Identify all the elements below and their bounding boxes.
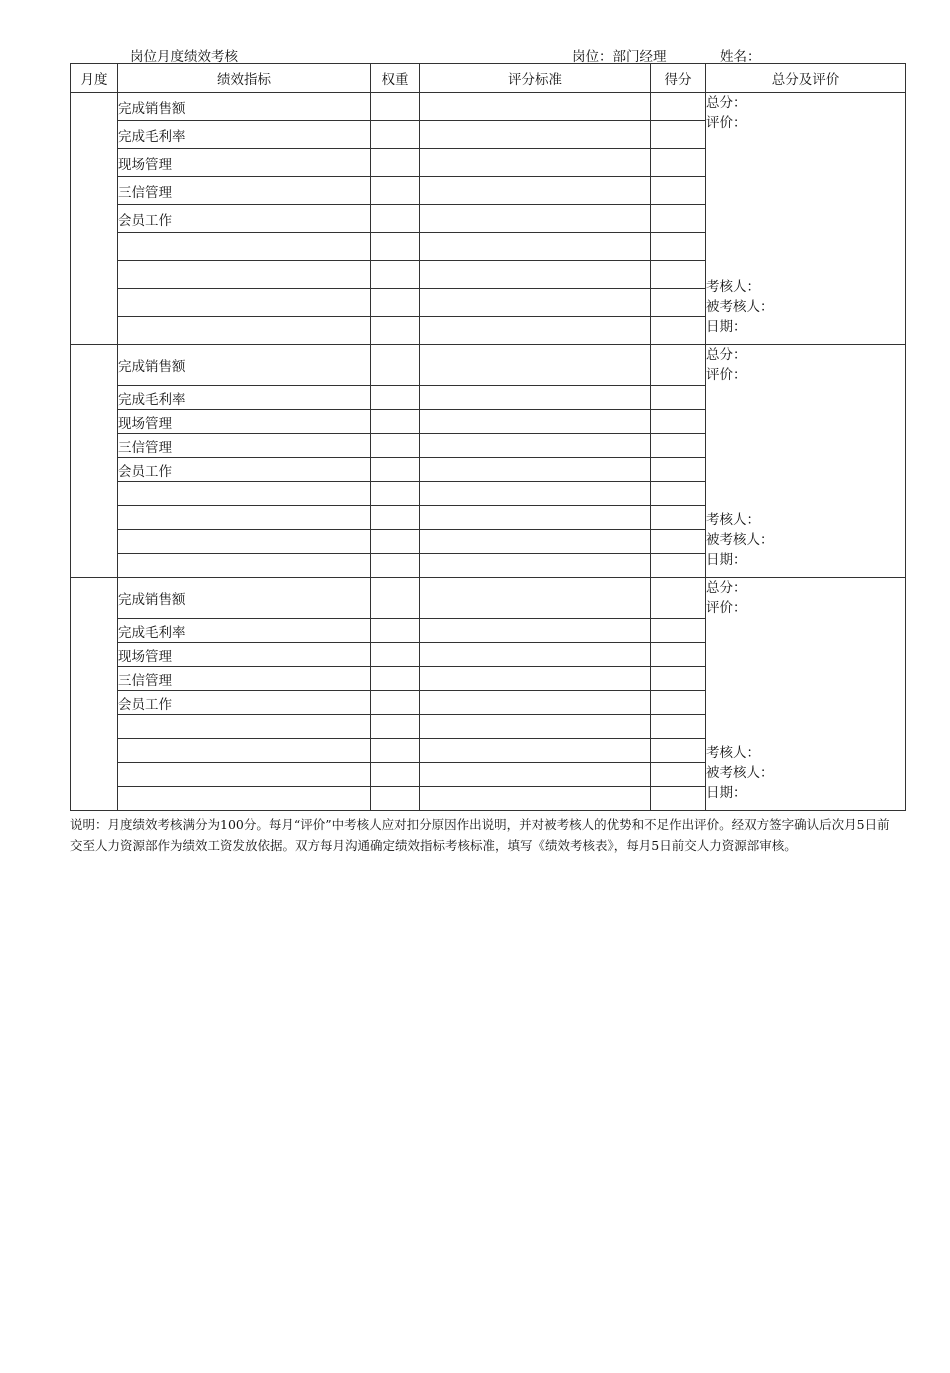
footnote: 说明：月度绩效考核满分为100分。每月“评价”中考核人应对扣分原因作出说明，并对被考核人的优势和不足作出评价。经双方签字确认后次月5日前交至人力资源部作为绩效工资发放依据。双方每月沟通确定绩效指标考核标准，填写《绩效考核表》，每月5日前交人力资源部审核。	[70, 817, 890, 853]
score-cell[interactable]	[651, 205, 706, 233]
indicator-cell[interactable]	[118, 506, 371, 530]
criteria-cell[interactable]	[420, 554, 651, 578]
criteria-cell[interactable]	[420, 763, 651, 787]
score-cell[interactable]	[651, 619, 706, 643]
total-score-label: 总分：	[706, 347, 747, 363]
score-cell[interactable]	[651, 386, 706, 410]
score-cell[interactable]	[651, 763, 706, 787]
indicator-cell[interactable]	[118, 482, 371, 506]
assessee-label: 被考核人：	[706, 299, 774, 315]
assessor-label: 考核人：	[706, 279, 760, 295]
criteria-cell[interactable]	[420, 93, 651, 121]
table-row	[71, 345, 906, 386]
score-cell[interactable]	[651, 506, 706, 530]
score-cell[interactable]	[651, 317, 706, 345]
score-cell[interactable]	[651, 691, 706, 715]
form-title: 岗位月度绩效考核	[130, 49, 238, 65]
indicator-cell[interactable]: 现场管理	[118, 410, 371, 434]
score-cell[interactable]	[651, 578, 706, 619]
weight-cell[interactable]	[371, 233, 420, 261]
assessor-label: 考核人：	[706, 745, 760, 761]
weight-cell[interactable]	[371, 205, 420, 233]
weight-cell[interactable]	[371, 317, 420, 345]
evaluation-label: 评价：	[706, 115, 747, 131]
col-month-header: 月度	[71, 64, 118, 93]
score-cell[interactable]	[651, 554, 706, 578]
weight-cell[interactable]	[371, 787, 420, 811]
summary-cell[interactable]	[706, 93, 906, 345]
criteria-cell[interactable]	[420, 434, 651, 458]
criteria-cell[interactable]	[420, 177, 651, 205]
indicator-cell[interactable]	[118, 289, 371, 317]
score-cell[interactable]	[651, 458, 706, 482]
criteria-cell[interactable]	[420, 386, 651, 410]
indicator-cell[interactable]: 会员工作	[118, 691, 371, 715]
assessee-label: 被考核人：	[706, 532, 774, 548]
criteria-cell[interactable]	[420, 410, 651, 434]
indicator-cell[interactable]: 三信管理	[118, 434, 371, 458]
table-row	[71, 578, 906, 619]
date-label: 日期：	[706, 319, 747, 335]
weight-cell[interactable]	[371, 261, 420, 289]
score-cell[interactable]	[651, 787, 706, 811]
indicator-cell[interactable]: 现场管理	[118, 149, 371, 177]
weight-cell[interactable]	[371, 93, 420, 121]
criteria-cell[interactable]	[420, 345, 651, 386]
criteria-cell[interactable]	[420, 667, 651, 691]
weight-cell[interactable]	[371, 691, 420, 715]
indicator-cell[interactable]: 三信管理	[118, 177, 371, 205]
indicator-cell[interactable]: 完成毛利率	[118, 121, 371, 149]
criteria-cell[interactable]	[420, 289, 651, 317]
score-cell[interactable]	[651, 715, 706, 739]
date-label: 日期：	[706, 552, 747, 568]
col-weight-header: 权重	[371, 64, 420, 93]
indicator-cell[interactable]	[118, 233, 371, 261]
indicator-cell[interactable]	[118, 763, 371, 787]
indicator-cell[interactable]: 完成毛利率	[118, 619, 371, 643]
summary-cell[interactable]	[706, 345, 906, 578]
name-label: 姓名：	[720, 49, 761, 65]
evaluation-label: 评价：	[706, 367, 747, 383]
criteria-cell[interactable]	[420, 317, 651, 345]
criteria-cell[interactable]	[420, 715, 651, 739]
weight-cell[interactable]	[371, 715, 420, 739]
weight-cell[interactable]	[371, 121, 420, 149]
weight-cell[interactable]	[371, 530, 420, 554]
weight-cell[interactable]	[371, 763, 420, 787]
weight-cell[interactable]	[371, 619, 420, 643]
criteria-cell[interactable]	[420, 787, 651, 811]
indicator-cell[interactable]	[118, 739, 371, 763]
month-cell[interactable]	[71, 93, 118, 345]
indicator-cell[interactable]: 现场管理	[118, 643, 371, 667]
criteria-cell[interactable]	[420, 261, 651, 289]
table-row	[71, 93, 906, 121]
score-cell[interactable]	[651, 410, 706, 434]
total-score-label: 总分：	[706, 95, 747, 111]
criteria-cell[interactable]	[420, 739, 651, 763]
weight-cell[interactable]	[371, 458, 420, 482]
indicator-cell[interactable]	[118, 317, 371, 345]
month-cell[interactable]	[71, 578, 118, 811]
weight-cell[interactable]	[371, 643, 420, 667]
weight-cell[interactable]	[371, 386, 420, 410]
weight-cell[interactable]	[371, 410, 420, 434]
score-cell[interactable]	[651, 93, 706, 121]
assessor-label: 考核人：	[706, 512, 760, 528]
criteria-cell[interactable]	[420, 121, 651, 149]
evaluation-label: 评价：	[706, 600, 747, 616]
weight-cell[interactable]	[371, 434, 420, 458]
weight-cell[interactable]	[371, 345, 420, 386]
weight-cell[interactable]	[371, 149, 420, 177]
score-cell[interactable]	[651, 643, 706, 667]
performance-table	[70, 63, 906, 811]
weight-cell[interactable]	[371, 289, 420, 317]
score-cell[interactable]	[651, 121, 706, 149]
indicator-cell[interactable]	[118, 787, 371, 811]
weight-cell[interactable]	[371, 177, 420, 205]
score-cell[interactable]	[651, 345, 706, 386]
date-label: 日期：	[706, 785, 747, 801]
score-cell[interactable]	[651, 149, 706, 177]
col-score-header: 得分	[651, 64, 706, 93]
criteria-cell[interactable]	[420, 578, 651, 619]
weight-cell[interactable]	[371, 739, 420, 763]
indicator-cell[interactable]: 完成销售额	[118, 93, 371, 121]
col-criteria-header: 评分标准	[420, 64, 651, 93]
indicator-cell[interactable]: 完成毛利率	[118, 386, 371, 410]
table-header-row	[71, 64, 906, 93]
criteria-cell[interactable]	[420, 691, 651, 715]
indicator-cell[interactable]	[118, 715, 371, 739]
summary-cell[interactable]	[706, 578, 906, 811]
score-cell[interactable]	[651, 739, 706, 763]
indicator-cell[interactable]	[118, 261, 371, 289]
score-cell[interactable]	[651, 233, 706, 261]
assessee-label: 被考核人：	[706, 765, 774, 781]
indicator-cell[interactable]: 完成销售额	[118, 578, 371, 619]
month-cell[interactable]	[71, 345, 118, 578]
score-cell[interactable]	[651, 667, 706, 691]
criteria-cell[interactable]	[420, 643, 651, 667]
criteria-cell[interactable]	[420, 619, 651, 643]
weight-cell[interactable]	[371, 578, 420, 619]
indicator-cell[interactable]: 会员工作	[118, 458, 371, 482]
score-cell[interactable]	[651, 482, 706, 506]
weight-cell[interactable]	[371, 554, 420, 578]
weight-cell[interactable]	[371, 667, 420, 691]
weight-cell[interactable]	[371, 506, 420, 530]
score-cell[interactable]	[651, 434, 706, 458]
score-cell[interactable]	[651, 530, 706, 554]
score-cell[interactable]	[651, 177, 706, 205]
indicator-cell[interactable]	[118, 554, 371, 578]
score-cell[interactable]	[651, 261, 706, 289]
criteria-cell[interactable]	[420, 205, 651, 233]
total-score-label: 总分：	[706, 580, 747, 596]
indicator-cell[interactable]	[118, 530, 371, 554]
criteria-cell[interactable]	[420, 149, 651, 177]
indicator-cell[interactable]: 完成销售额	[118, 345, 371, 386]
col-summary-header: 总分及评价	[706, 64, 906, 93]
criteria-cell[interactable]	[420, 458, 651, 482]
position-label: 岗位：部门经理	[572, 49, 667, 65]
criteria-cell[interactable]	[420, 506, 651, 530]
criteria-cell[interactable]	[420, 530, 651, 554]
score-cell[interactable]	[651, 289, 706, 317]
col-indicator-header: 绩效指标	[118, 64, 371, 93]
indicator-cell[interactable]: 三信管理	[118, 667, 371, 691]
criteria-cell[interactable]	[420, 233, 651, 261]
criteria-cell[interactable]	[420, 482, 651, 506]
indicator-cell[interactable]: 会员工作	[118, 205, 371, 233]
weight-cell[interactable]	[371, 482, 420, 506]
